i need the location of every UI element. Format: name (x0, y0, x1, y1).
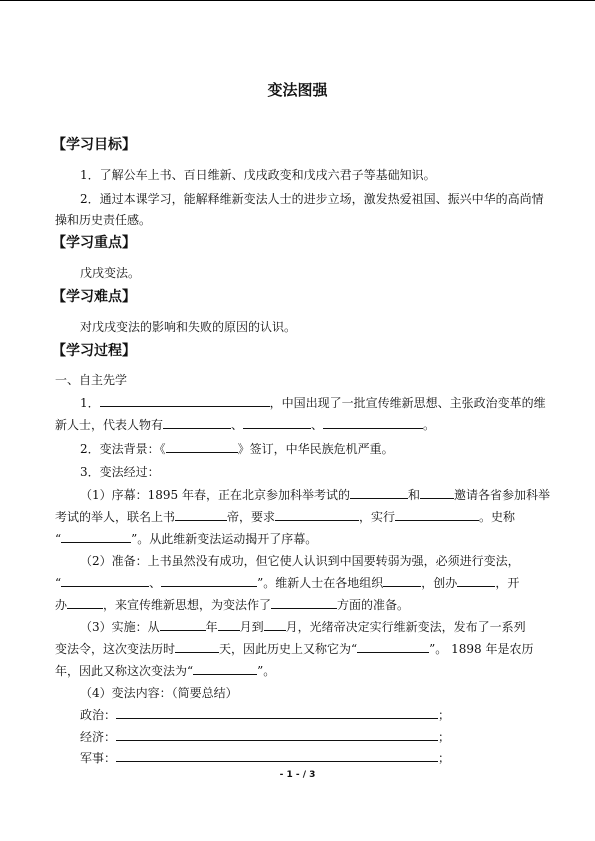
q3-3-line-3 (55, 662, 275, 679)
q3-1-text-2: 和 (408, 488, 421, 502)
q3-heading: 3．变法经过： (80, 465, 160, 479)
q3-1-quote-open: “ (55, 532, 62, 546)
goals-heading: 【学习目标】 (52, 137, 136, 153)
q3-3-line-2 (55, 640, 533, 657)
key-point-heading: 【学习重点】 (52, 235, 136, 251)
q1-line-1 (80, 394, 546, 411)
header-rule (0, 0, 595, 1)
q2-text-2: 》签订，中华民族危机严重。 (237, 442, 394, 456)
self-study-heading: 一、自主先学 (55, 373, 128, 387)
q3-4-heading: （4）变法内容：（简要总结） (80, 686, 238, 700)
q3-2-text-1: ”。维新人士在各地组织 (257, 576, 384, 590)
q1-end: 。 (423, 418, 436, 432)
q3-3-blank-month-end[interactable] (264, 618, 286, 631)
goal-item-2-cont: 操和历史责任感。 (55, 213, 152, 227)
q2-blank-treaty[interactable] (166, 440, 238, 453)
q1-text: ，中国出现了一批宣传维新思想、主张政治变革的维 (269, 396, 546, 410)
difficulty-text: 对戊戌变法的影响和失败的原因的认识。 (80, 320, 297, 334)
page-title: 变法图强 (267, 81, 328, 99)
q2-line (80, 440, 394, 457)
page-number: - 1 - / 3 (279, 770, 316, 780)
q3-1-line-1 (80, 486, 550, 503)
q1-blank-era[interactable] (100, 394, 270, 407)
process-heading: 【学习过程】 (52, 343, 136, 359)
q3-2-blank-slogan-1[interactable] (61, 574, 149, 587)
content-row-economy (80, 728, 450, 745)
q3-1-text-5: 帝，要求 (227, 510, 276, 524)
q1-separator-1: 、 (231, 418, 244, 432)
q3-1-text-6: ，实行 (359, 510, 396, 524)
q3-3-text-1: （3）实施：从 (80, 620, 160, 634)
q1-blank-person-2[interactable] (243, 416, 311, 429)
content-row-military (80, 749, 450, 766)
q3-2-text-4: 办 (55, 598, 68, 612)
q3-1-text-8: ”。从此维新变法运动揭开了序幕。 (131, 532, 318, 546)
q3-1-line-3 (55, 530, 317, 547)
q3-1-text-4: 考试的举人，联名上书 (55, 510, 176, 524)
q3-3-text-8: 年，因此又称这次变法为“ (55, 664, 194, 678)
q3-3-line-1 (80, 618, 526, 635)
q1-text-2: 新人士，代表人物有 (55, 418, 164, 432)
q3-1-blank-event[interactable] (61, 530, 131, 543)
q3-2-blank-organize[interactable] (383, 574, 421, 587)
q3-1-blank-reform[interactable] (395, 508, 479, 521)
military-blank[interactable] (116, 749, 438, 762)
economy-end: ； (438, 730, 451, 744)
q3-1-text-1: （1）序幕：1895 年春，正在北京参加科举考试的 (80, 488, 350, 502)
q3-3-text-3: 月到 (239, 620, 264, 634)
q3-1-blank-emperor[interactable] (175, 508, 227, 521)
military-label: 军事： (80, 751, 117, 765)
q1-number: 1． (80, 396, 100, 410)
q3-3-text-9: ”。 (257, 664, 276, 678)
military-end: ； (438, 751, 451, 765)
q3-1-blank-person-2[interactable] (420, 486, 454, 499)
goal-item-2: 2．通过本课学习，能解释维新变法人士的进步立场，激发热爱祖国、振兴中华的高尚情 (80, 192, 544, 206)
q3-2-blank-slogan-2[interactable] (161, 574, 257, 587)
q3-2-blank-found[interactable] (457, 574, 495, 587)
politics-label: 政治： (80, 708, 117, 722)
q1-blank-person-3[interactable] (323, 416, 423, 429)
q3-3-text-4: 月，光绪帝决定实行维新变法，发布了一系列 (285, 620, 526, 634)
economy-blank[interactable] (116, 728, 438, 741)
q3-2-text-6: 方面的准备。 (337, 598, 410, 612)
q3-3-blank-month-start[interactable] (218, 618, 240, 631)
q1-line-2 (55, 416, 435, 433)
q3-2-text-5: ，来宣传维新思想，为变法作了 (103, 598, 272, 612)
q3-2-line-1: （2）准备：上书虽然没有成功，但它使人认识到中国要转弱为强，必须进行变法， (80, 554, 520, 568)
q3-2-line-3 (55, 596, 409, 613)
key-point-text: 戊戌变法。 (80, 266, 141, 280)
q1-separator-2: 、 (311, 418, 324, 432)
q3-3-text-2: 年 (205, 620, 218, 634)
q3-2-separator: 、 (149, 576, 162, 590)
q2-text-1: 2．变法背景：《 (80, 442, 166, 456)
q3-2-blank-aspect[interactable] (271, 596, 337, 609)
q3-3-text-6: 天，因此历史上又称它为“ (219, 642, 358, 656)
q3-2-line-2 (55, 574, 519, 591)
q3-3-blank-alias-1[interactable] (357, 640, 429, 653)
goal-item-1: 1．了解公车上书、百日维新、戊戌政变和戊戌六君子等基础知识。 (80, 168, 436, 182)
q3-3-text-5: 变法令，这次变法历时 (55, 642, 176, 656)
q1-blank-person-1[interactable] (163, 416, 231, 429)
q3-1-blank-demand[interactable] (275, 508, 359, 521)
q3-1-line-2 (55, 508, 515, 525)
q3-3-blank-year[interactable] (160, 618, 206, 631)
q3-2-blank-run[interactable] (67, 596, 103, 609)
q3-1-text-3: 邀请各省参加科举 (454, 488, 551, 502)
q3-3-blank-alias-2[interactable] (193, 662, 257, 675)
q3-3-blank-days[interactable] (175, 640, 219, 653)
politics-end: ； (438, 708, 451, 722)
q3-2-quote-open: “ (55, 576, 62, 590)
q3-2-text-3: ，开 (495, 576, 520, 590)
content-row-politics (80, 706, 450, 723)
q3-2-text-2: ，创办 (421, 576, 458, 590)
economy-label: 经济： (80, 730, 117, 744)
politics-blank[interactable] (116, 706, 438, 719)
q3-1-text-7: 。史称 (479, 510, 516, 524)
q3-1-blank-person-1[interactable] (350, 486, 408, 499)
difficulty-heading: 【学习难点】 (52, 289, 136, 305)
q3-3-text-7: ”。 1898 年是农历 (429, 642, 534, 656)
